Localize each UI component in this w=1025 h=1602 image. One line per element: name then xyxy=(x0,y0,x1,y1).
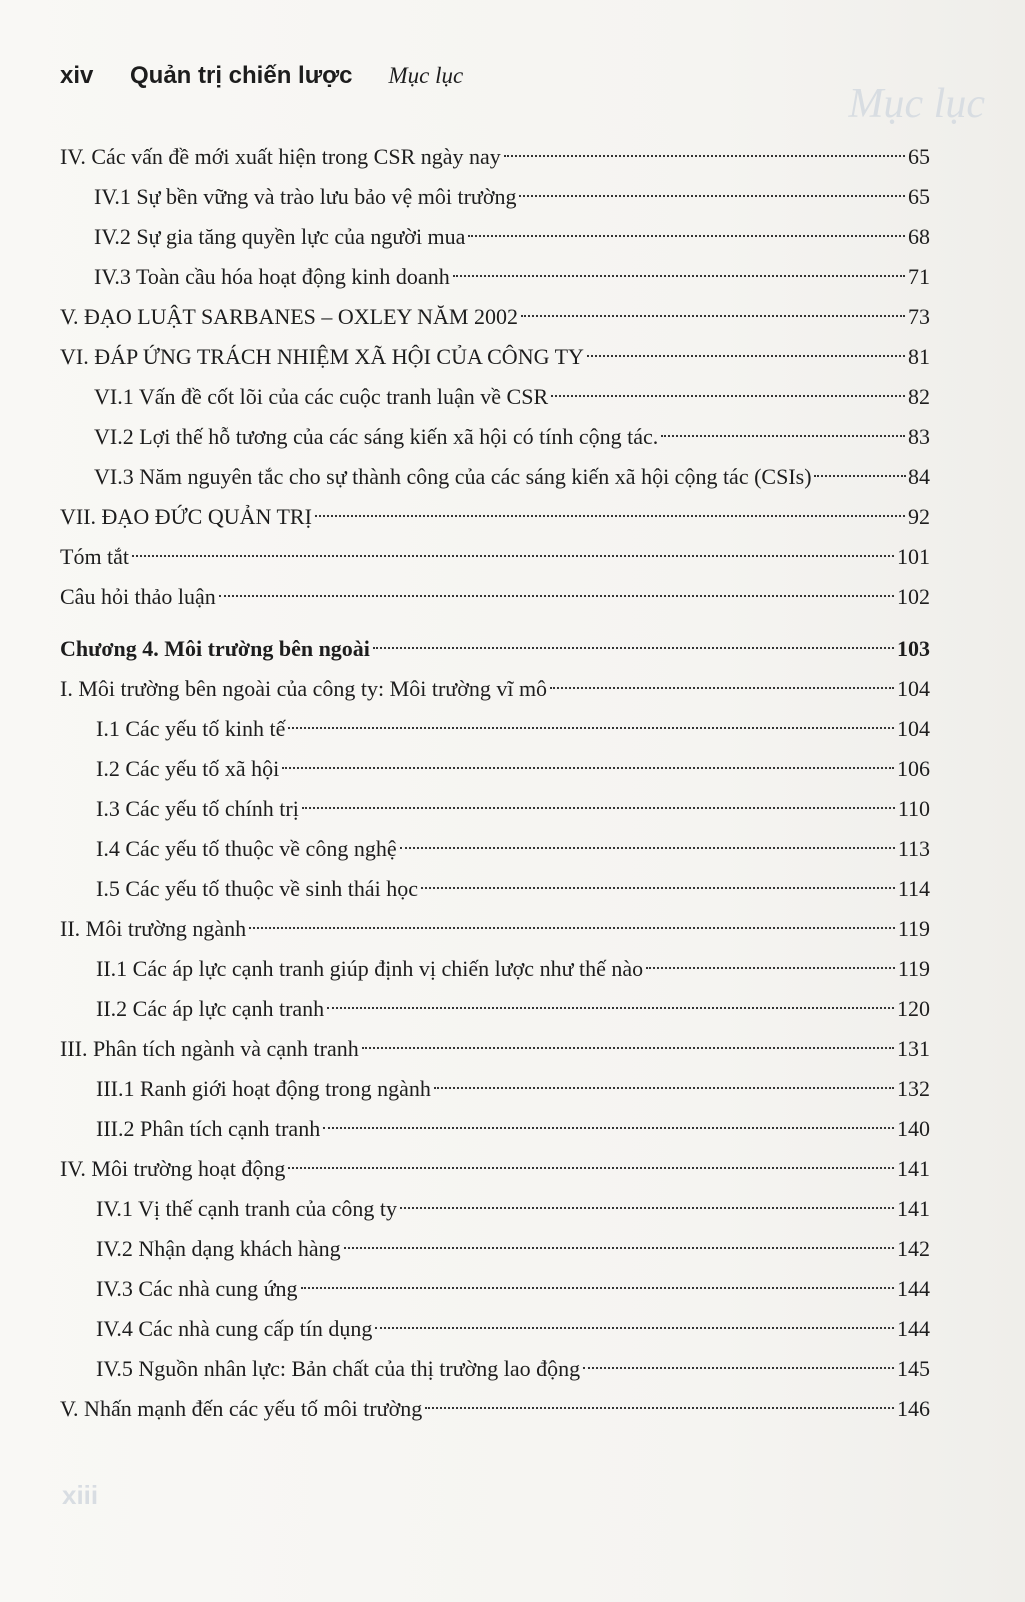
dot-leader xyxy=(288,727,894,729)
toc-entry-title: III.2 Phân tích cạnh tranh xyxy=(96,1116,321,1141)
toc-entry-title: IV.3 Toàn cầu hóa hoạt động kinh doanh xyxy=(94,264,450,289)
toc-entry xyxy=(60,752,930,786)
toc-entry-page: 73 xyxy=(908,304,930,329)
toc-entry-page: 131 xyxy=(897,1036,930,1061)
dot-leader xyxy=(327,1007,894,1009)
toc-entry-page: 81 xyxy=(908,344,930,369)
toc-entry-title: IV.1 Vị thế cạnh tranh của công ty xyxy=(96,1196,397,1221)
running-header xyxy=(60,62,463,90)
toc-entry xyxy=(60,832,930,866)
toc-entry-page: 146 xyxy=(897,1396,930,1421)
toc-entry xyxy=(60,1192,930,1226)
toc-entry xyxy=(60,180,930,214)
toc-entry xyxy=(60,1232,930,1266)
toc-entry-page: 103 xyxy=(897,636,930,661)
dot-leader xyxy=(646,967,895,969)
toc-entry-page: 83 xyxy=(908,424,930,449)
dot-leader xyxy=(302,807,895,809)
toc-entry-title: II. Môi trường ngành xyxy=(60,916,247,941)
dot-leader xyxy=(425,1407,894,1409)
toc-entry-page: 106 xyxy=(897,756,930,781)
dot-leader xyxy=(434,1087,894,1089)
header-book-title: Quản trị chiến lược xyxy=(130,62,353,89)
toc-entry-page: 102 xyxy=(897,584,930,609)
dot-leader xyxy=(315,515,905,517)
dot-leader xyxy=(550,687,894,689)
toc-entry xyxy=(60,792,930,826)
toc-entry-page: 84 xyxy=(908,464,930,489)
toc-entry-page: 104 xyxy=(897,676,930,701)
toc-entry-title: IV. Môi trường hoạt động xyxy=(60,1156,286,1181)
dot-leader xyxy=(587,355,905,357)
toc-entry-title: VI. ĐÁP ỨNG TRÁCH NHIỆM XÃ HỘI CỦA CÔNG TY xyxy=(60,344,584,369)
toc-entry xyxy=(60,672,930,706)
show-through-page-number: xiii xyxy=(62,1480,99,1510)
dot-leader xyxy=(375,1327,894,1329)
toc-entry-title: IV.3 Các nhà cung ứng xyxy=(96,1276,298,1301)
dot-leader xyxy=(344,1247,894,1249)
show-through-text: Mục lục xyxy=(848,81,985,127)
toc-entry-title: Chương 4. Môi trường bên ngoài xyxy=(60,636,370,661)
dot-leader xyxy=(421,887,895,889)
dot-leader xyxy=(504,155,905,157)
toc-entry-title: II.2 Các áp lực cạnh tranh xyxy=(96,996,325,1021)
dot-leader xyxy=(323,1127,894,1129)
toc-entry-title: IV.4 Các nhà cung cấp tín dụng xyxy=(96,1316,373,1341)
toc-entry xyxy=(60,420,930,454)
toc-entry-title: V. Nhấn mạnh đến các yếu tố môi trường xyxy=(60,1396,423,1421)
toc-entry-title: I. Môi trường bên ngoài của công ty: Môi trường vĩ mô xyxy=(60,676,548,701)
toc-entry-page: 65 xyxy=(908,144,930,169)
toc-entry-title: I.2 Các yếu tố xã hội xyxy=(96,756,280,781)
toc-entry xyxy=(60,1392,930,1426)
toc-entry xyxy=(60,1112,930,1146)
toc-entry-page: 92 xyxy=(908,504,930,529)
toc-entry xyxy=(60,992,930,1026)
toc-entry-title: II.1 Các áp lực cạnh tranh giúp định vị chiến lược như thế nào xyxy=(96,956,644,981)
toc-entry-page: 145 xyxy=(897,1356,930,1381)
toc-entry-title: I.1 Các yếu tố kinh tế xyxy=(96,716,286,741)
toc-entry-page: 71 xyxy=(908,264,930,289)
toc-entry-page: 132 xyxy=(897,1076,930,1101)
toc-entry-title: III.1 Ranh giới hoạt động trong ngành xyxy=(96,1076,431,1101)
dot-leader xyxy=(373,647,894,649)
toc-entry-title: IV. Các vấn đề mới xuất hiện trong CSR ngày nay xyxy=(60,144,501,169)
dot-leader xyxy=(362,1047,894,1049)
toc-entry xyxy=(60,220,930,254)
toc-entry-page: 141 xyxy=(897,1156,930,1181)
dot-leader xyxy=(249,927,895,929)
header-page-number: xiv xyxy=(60,62,94,89)
toc-entry-page: 140 xyxy=(897,1116,930,1141)
toc-entry-title: VI.3 Năm nguyên tắc cho sự thành công của các sáng kiến xã hội cộng tác (CSIs) xyxy=(94,464,812,489)
dot-leader xyxy=(583,1367,894,1369)
toc-entry-title: Câu hỏi thảo luận xyxy=(60,584,216,609)
toc-entry-title: V. ĐẠO LUẬT SARBANES – OXLEY NĂM 2002 xyxy=(60,304,518,329)
toc-entry-page: 101 xyxy=(897,544,930,569)
toc-entry xyxy=(60,300,930,334)
toc-entry xyxy=(60,1352,930,1386)
toc-entry xyxy=(60,912,930,946)
toc-entry xyxy=(60,460,930,494)
toc-entry-title: I.3 Các yếu tố chính trị xyxy=(96,796,299,821)
toc-entry-title: III. Phân tích ngành và cạnh tranh xyxy=(60,1036,359,1061)
dot-leader xyxy=(661,435,905,437)
toc-entry-page: 119 xyxy=(897,916,930,941)
toc-entry xyxy=(60,1272,930,1306)
toc-entry-page: 141 xyxy=(897,1196,930,1221)
dot-leader xyxy=(814,475,906,477)
toc-entry-title: IV.2 Nhận dạng khách hàng xyxy=(96,1236,341,1261)
toc-entry-page: 144 xyxy=(897,1276,930,1301)
toc-entry-page: 113 xyxy=(897,836,930,861)
toc-entry-title: IV.1 Sự bền vững và trào lưu bảo vệ môi trường xyxy=(94,184,517,209)
toc-entry-page: 119 xyxy=(897,956,930,981)
toc-entry xyxy=(60,1312,930,1346)
toc-entry xyxy=(60,1152,930,1186)
dot-leader xyxy=(219,595,894,597)
toc-entry xyxy=(60,260,930,294)
toc-entry-title: VI.2 Lợi thế hỗ tương của các sáng kiến xã hội có tính cộng tác. xyxy=(94,424,659,449)
toc-entry-title: IV.2 Sự gia tăng quyền lực của người mua xyxy=(94,224,466,249)
toc-entry-title: VI.1 Vấn đề cốt lõi của các cuộc tranh luận về CSR xyxy=(94,384,549,409)
toc-entry xyxy=(60,500,930,534)
dot-leader xyxy=(400,847,895,849)
toc-chapter-heading xyxy=(60,632,930,666)
toc-entry xyxy=(60,380,930,414)
header-section-title: Mục lục xyxy=(388,63,464,88)
toc-entry xyxy=(60,712,930,746)
dot-leader xyxy=(301,1287,894,1289)
toc-entry-page: 104 xyxy=(897,716,930,741)
toc-entry xyxy=(60,1072,930,1106)
toc-entry xyxy=(60,580,930,614)
toc-entry-title: IV.5 Nguồn nhân lực: Bản chất của thị trường lao động xyxy=(96,1356,581,1381)
toc-entry xyxy=(60,1032,930,1066)
toc-entry xyxy=(60,540,930,574)
toc-entry xyxy=(60,140,930,174)
toc-entry-page: 142 xyxy=(897,1236,930,1261)
dot-leader xyxy=(400,1207,894,1209)
dot-leader xyxy=(468,235,905,237)
toc-entry xyxy=(60,952,930,986)
dot-leader xyxy=(453,275,905,277)
toc-entry-page: 120 xyxy=(897,996,930,1021)
toc-entry xyxy=(60,872,930,906)
toc-entry-page: 110 xyxy=(897,796,930,821)
toc-entry-title: Tóm tắt xyxy=(60,544,130,569)
dot-leader xyxy=(521,315,905,317)
toc-entry-title: I.4 Các yếu tố thuộc về công nghệ xyxy=(96,836,397,861)
toc-entry-page: 114 xyxy=(897,876,930,901)
toc-entry xyxy=(60,340,930,374)
dot-leader xyxy=(282,767,894,769)
toc-entry-page: 65 xyxy=(908,184,930,209)
dot-leader xyxy=(519,195,905,197)
toc-entry-title: I.5 Các yếu tố thuộc về sinh thái học xyxy=(96,876,418,901)
toc-entry-title: VII. ĐẠO ĐỨC QUẢN TRỊ xyxy=(60,504,312,529)
toc-entry-page: 68 xyxy=(908,224,930,249)
dot-leader xyxy=(288,1167,894,1169)
toc-entry-page: 82 xyxy=(908,384,930,409)
dot-leader xyxy=(132,555,894,557)
dot-leader xyxy=(551,395,905,397)
toc-entry-page: 144 xyxy=(897,1316,930,1341)
